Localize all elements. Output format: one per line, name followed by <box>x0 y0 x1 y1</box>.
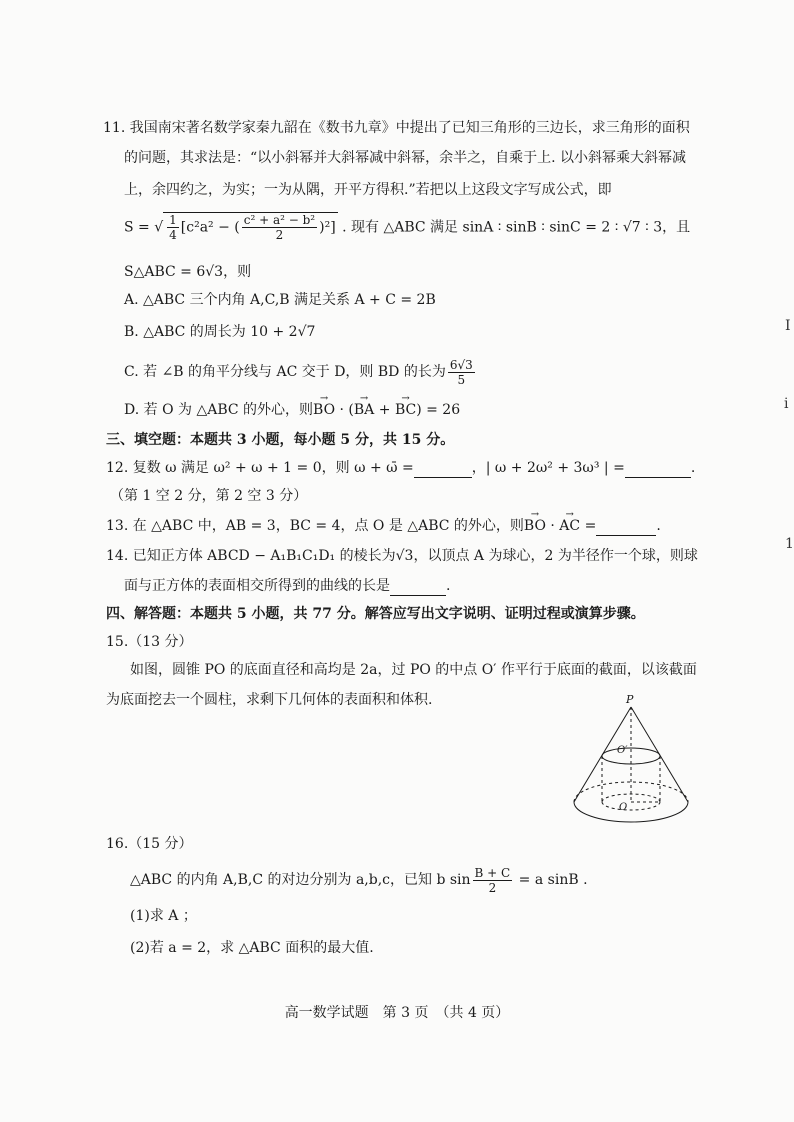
label-o: O <box>619 802 628 813</box>
q16-frac <box>473 866 513 895</box>
q14-line-2 <box>124 576 450 596</box>
formula-inner-num: c² + a² − b² <box>243 213 316 227</box>
q16-sub-1: (1)求 A ； <box>130 908 197 924</box>
q13-text: 13. 在 △ABC 中，AB = 3，BC = 4，点 O 是 △ABC 的外心，则 <box>106 518 524 534</box>
q16-frac-num: B + C <box>474 865 511 880</box>
q12-score-note: （第 1 空 2 分，第 2 空 3 分） <box>110 488 308 504</box>
formula-inner-frac <box>242 213 317 242</box>
formula-inner-den: 2 <box>275 228 284 242</box>
cone-base-front <box>574 802 688 822</box>
vector-bo: → BO <box>524 516 546 536</box>
q14-text: 面与正方体的表面相交所得到的曲线的长是 <box>124 578 390 594</box>
formula-quarter-num: 1 <box>169 213 177 227</box>
q11-line-5: S△ABC = 6√3，则 <box>124 264 252 280</box>
vector-bo: → BO <box>313 400 335 420</box>
formula-radicand <box>163 212 338 242</box>
q16-heading: 16.（15 分） <box>106 836 193 852</box>
q11-line-2: 的问题，其求法是：“以小斜幂并大斜幂减中斜幂，余半之，自乘于上. 以小斜幂乘大斜幂减 <box>124 150 687 166</box>
q11-option-a: A. △ABC 三个内角 A,C,B 满足关系 A + C = 2B <box>124 292 436 308</box>
q12-blank-1[interactable] <box>414 463 472 478</box>
q12-text-2: ，| ω + 2ω² + 3ω³ | = <box>471 460 625 476</box>
q12-text-1: 12. 复数 ω 满足 ω² + ω + 1 = 0，则 ω + ω̄ = <box>106 460 414 476</box>
option-d-pre: D. 若 O 为 △ABC 的外心，则 <box>124 402 314 418</box>
section-3-heading: 三、填空题：本题共 3 小题，每小题 5 分，共 15 分。 <box>106 432 455 448</box>
option-c-num: 6√3 <box>449 357 473 372</box>
vector-bc: → BC <box>395 400 416 420</box>
formula-quarter-den: 4 <box>169 228 177 242</box>
q16-text-pre: △ABC 的内角 A,B,C 的对边分别为 a,b,c，已知 b sin <box>130 872 471 888</box>
vector-ba: → BA <box>354 400 374 420</box>
q14-blank[interactable] <box>390 581 446 596</box>
vector-ac: → AC <box>559 516 580 536</box>
q13-end: . <box>656 518 661 534</box>
option-d-plus: + <box>374 402 395 418</box>
q16-frac-den: 2 <box>488 880 497 895</box>
label-p: P <box>626 693 634 706</box>
q15-heading: 15.（13 分） <box>106 634 193 650</box>
q13-dot: · <box>545 518 560 534</box>
formula-suffix: . 现有 △ABC 满足 sinA ∶ sinB ∶ sinC = 2 ∶ √7 ∶ 3，且 <box>342 219 691 236</box>
option-c-text: C. 若 ∠B 的角平分线与 AC 交于 D，则 BD 的长为 <box>124 364 446 380</box>
q11-formula <box>124 212 690 243</box>
page-footer: 高一数学试题 第 3 页 （共 4 页） <box>284 1005 510 1021</box>
formula-prefix: S = √ <box>124 219 164 236</box>
option-c-frac <box>448 358 475 387</box>
option-d-mid: · ( <box>335 402 354 418</box>
q16-sub-2: (2)若 a = 2，求 △ABC 面积的最大值. <box>130 940 374 956</box>
cone-figure <box>560 690 710 830</box>
q14-end: . <box>446 578 451 594</box>
formula-quarter <box>167 213 179 242</box>
q16-line-1 <box>130 864 588 896</box>
q15-line-2: 为底面挖去一个圆柱，求剩下几何体的表面积和体积. <box>106 692 433 708</box>
formula-body2: )²] <box>319 219 336 236</box>
q16-text-post: = a sinB . <box>514 872 588 888</box>
cylinder-bottom-front <box>602 802 660 810</box>
q11-option-d <box>124 400 460 420</box>
q15-line-1: 如图，圆锥 PO 的底面直径和高均是 2a，过 PO 的中点 O′ 作平行于底面的截面，以该截面 <box>130 662 697 678</box>
edge-mark-2: i <box>784 396 789 412</box>
q13-line <box>106 516 661 536</box>
q12-line <box>106 458 695 478</box>
section-4-heading: 四、解答题：本题共 5 小题，共 77 分。解答应写出文字说明、证明过程或演算步骤。 <box>106 606 645 622</box>
edge-mark-1: I <box>785 318 791 334</box>
formula-body1: [c²a² − ( <box>180 219 240 236</box>
option-c-den: 5 <box>457 372 466 387</box>
edge-mark-3: 1 <box>785 536 794 552</box>
q11-line-1: 11. 我国南宋著名数学家秦九韶在《数书九章》中提出了已知三角形的三边长，求三角形的面积 <box>103 120 690 136</box>
q11-line-3: 上，余四约之，为实；一为从隅，开平方得积.”若把以上这段文字写成公式，即 <box>124 182 612 198</box>
q14-line-1: 14. 已知正方体 ABCD − A₁B₁C₁D₁ 的棱长为√3，以顶点 A 为球心，2 为半径作一个球，则球 <box>106 548 698 564</box>
q13-blank[interactable] <box>596 521 656 536</box>
option-d-end: ) = 26 <box>416 402 461 418</box>
q13-eq: = <box>580 518 597 534</box>
q12-blank-2[interactable] <box>625 463 691 478</box>
q12-text-3: . <box>690 460 696 476</box>
label-o-prime: O′ <box>617 745 628 756</box>
q11-option-b: B. △ABC 的周长为 10 + 2√7 <box>124 324 316 340</box>
q11-option-c <box>124 356 477 388</box>
